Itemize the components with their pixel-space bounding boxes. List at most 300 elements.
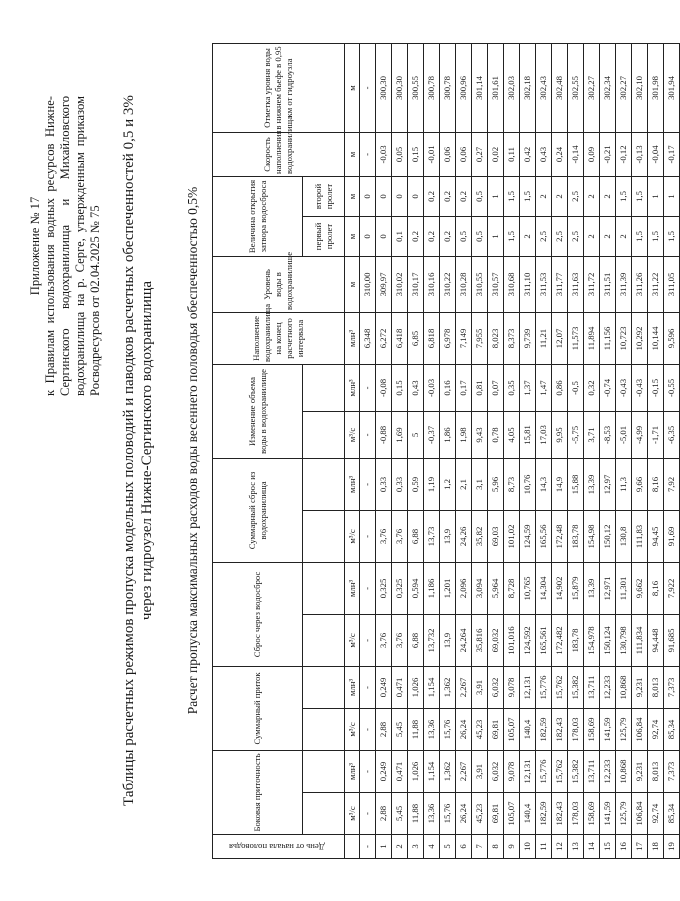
table-cell: 92,74 [648, 793, 664, 835]
table-cell: 141,59 [600, 708, 616, 750]
table-cell: 6,272 [376, 312, 392, 364]
table-cell: 6,88 [408, 614, 424, 666]
table-cell: - [360, 708, 376, 750]
table-cell: 6,978 [440, 312, 456, 364]
unit-cell: м [345, 216, 360, 256]
table-cell: - [360, 562, 376, 614]
table-cell: 150,124 [600, 614, 616, 666]
table-cell: 111,83 [632, 510, 648, 562]
table-cell: 1 [376, 835, 392, 859]
table-cell: 8,16 [648, 458, 664, 510]
table-cell: 3 [408, 835, 424, 859]
table-cell: 2,096 [456, 562, 472, 614]
table-cell: 301,94 [664, 43, 680, 132]
table-cell: 6,85 [408, 312, 424, 364]
table-cell: -1,71 [648, 411, 664, 458]
table-cell: 6 [456, 835, 472, 859]
table-cell: 301,61 [488, 43, 504, 132]
table-cell: -0,01 [424, 132, 440, 176]
table-cell: 1,186 [424, 562, 440, 614]
table-cell: 0,2 [440, 216, 456, 256]
table-cell: 7,149 [456, 312, 472, 364]
header-gate: Величина открытия затвора водосброса [213, 176, 303, 256]
table-cell: 3,91 [472, 666, 488, 708]
table-cell: 16 [616, 835, 632, 859]
unit-cell: млн³ [345, 666, 360, 708]
table-cell: 2 [600, 216, 616, 256]
table-cell: 0,17 [456, 364, 472, 411]
unit-cell: млн³ [345, 562, 360, 614]
table-cell: 311,26 [632, 256, 648, 312]
calculation-table [212, 43, 680, 859]
table-cell: 2,88 [376, 793, 392, 835]
table-cell: 310,55 [472, 256, 488, 312]
table-cell: 7 [472, 835, 488, 859]
table-cell: 140,4 [520, 708, 536, 750]
table-cell: 310,16 [424, 256, 440, 312]
units-row [345, 43, 360, 858]
unit-cell: м³/с [345, 708, 360, 750]
table-cell: 8,73 [504, 458, 520, 510]
table-cell: 1,5 [648, 216, 664, 256]
table-cell: 14,9 [552, 458, 568, 510]
table-cell: 0,43 [536, 132, 552, 176]
unit-cell: млн³ [345, 312, 360, 364]
table-cell: 172,482 [552, 614, 568, 666]
unit-cell: м [345, 43, 360, 132]
table-cell: 3,76 [392, 614, 408, 666]
table-cell: 45,23 [472, 793, 488, 835]
table-cell: 0 [360, 216, 376, 256]
table-cell: - [360, 793, 376, 835]
table-cell: 0,2 [408, 216, 424, 256]
table-cell: 302,10 [632, 43, 648, 132]
table-cell: 310,17 [408, 256, 424, 312]
table-cell: 2,5 [536, 216, 552, 256]
table-cell: 1,47 [536, 364, 552, 411]
table-cell: 13,711 [584, 750, 600, 792]
unit-cell: м³/с [345, 614, 360, 666]
table-cell: 310,57 [488, 256, 504, 312]
table-row [552, 43, 568, 858]
table-cell: 26,24 [456, 793, 472, 835]
table-cell: 0,06 [440, 132, 456, 176]
table-cell: -0,17 [664, 132, 680, 176]
table-cell: 9 [504, 835, 520, 859]
table-cell: 106,84 [632, 793, 648, 835]
table-cell: 15,76 [440, 708, 456, 750]
table-cell: 12,233 [600, 666, 616, 708]
table-cell: - [360, 43, 376, 132]
table-cell: 2 [536, 176, 552, 216]
table-cell: 130,798 [616, 614, 632, 666]
table-cell: 302,18 [520, 43, 536, 132]
table-cell: -0,88 [376, 411, 392, 458]
table-cell: 125,79 [616, 793, 632, 835]
table-cell: 3,094 [472, 562, 488, 614]
table-cell: 1,154 [424, 750, 440, 792]
header-lateral: Боковая приточность [213, 750, 303, 834]
table-cell: 11,894 [584, 312, 600, 364]
table-cell: 69,81 [488, 793, 504, 835]
table-cell: -0,55 [664, 364, 680, 411]
table-cell: 2 [552, 176, 568, 216]
table-cell: 8,728 [504, 562, 520, 614]
table-cell: 0,5 [472, 216, 488, 256]
table-cell: 0,35 [504, 364, 520, 411]
unit-cell: млн³ [345, 750, 360, 792]
table-cell: 91,69 [664, 510, 680, 562]
table-cell: -8,53 [600, 411, 616, 458]
table-cell: 310,28 [456, 256, 472, 312]
table-cell: 6,032 [488, 666, 504, 708]
table-cell: 8,013 [648, 750, 664, 792]
table-cell: - [360, 458, 376, 510]
table-cell: 12,233 [600, 750, 616, 792]
table-cell: 3,76 [376, 510, 392, 562]
table-cell: 1,5 [632, 216, 648, 256]
table-cell: 302,27 [616, 43, 632, 132]
table-cell: 69,032 [488, 614, 504, 666]
table-cell: 0,07 [488, 364, 504, 411]
table-cell: 0,27 [472, 132, 488, 176]
table-cell: - [360, 614, 376, 666]
table-cell: 12,07 [552, 312, 568, 364]
table-cell: 13,36 [424, 793, 440, 835]
header-speed: Скорость наполнения водохранилища [213, 132, 345, 176]
table-cell: 172,48 [552, 510, 568, 562]
table-cell: 310,68 [504, 256, 520, 312]
table-cell: 130,8 [616, 510, 632, 562]
table-cell: 14,902 [552, 562, 568, 614]
table-cell: 1,98 [456, 411, 472, 458]
table-cell: 310,00 [360, 256, 376, 312]
table-cell: 12,131 [520, 666, 536, 708]
table-cell: 2 [584, 216, 600, 256]
table-cell: 9,66 [632, 458, 648, 510]
table-row [648, 43, 664, 858]
table-cell: 0,1 [392, 216, 408, 256]
table-cell: 0,5 [472, 176, 488, 216]
table-cell: -0,37 [424, 411, 440, 458]
table-cell: -0,03 [376, 132, 392, 176]
table-cell: 178,03 [568, 793, 584, 835]
table-cell: 125,79 [616, 708, 632, 750]
table-cell: 0,471 [392, 750, 408, 792]
table-row [440, 43, 456, 858]
table-cell: 165,56 [536, 510, 552, 562]
table-cell: 0,249 [376, 750, 392, 792]
unit-cell: м³/с [345, 510, 360, 562]
table-cell: 3,71 [584, 411, 600, 458]
table-cell: 0,5 [456, 216, 472, 256]
table-cell: 10,765 [520, 562, 536, 614]
table-cell: 3,91 [472, 750, 488, 792]
table-cell: 0,43 [408, 364, 424, 411]
table-cell: 0,16 [440, 364, 456, 411]
table-cell: 9,596 [664, 312, 680, 364]
appendix-block [28, 96, 103, 396]
table-row [472, 43, 488, 858]
table-cell: 105,07 [504, 708, 520, 750]
table-cell: -0,03 [424, 364, 440, 411]
table-cell: - [360, 750, 376, 792]
table-cell: -0,08 [376, 364, 392, 411]
table-cell: 300,96 [456, 43, 472, 132]
table-cell: 9,078 [504, 750, 520, 792]
table-cell: 92,74 [648, 708, 664, 750]
table-cell: 3,76 [392, 510, 408, 562]
table-cell: 2 [520, 216, 536, 256]
unit-cell: м [345, 132, 360, 176]
table-cell: 1 [488, 176, 504, 216]
table-cell: 19 [664, 835, 680, 859]
unit-cell: м [345, 176, 360, 216]
table-cell: 178,03 [568, 708, 584, 750]
table-cell: 10 [520, 835, 536, 859]
table-cell: 2 [616, 216, 632, 256]
table-cell: 0,594 [408, 562, 424, 614]
table-row [600, 43, 616, 858]
table-cell: 302,03 [504, 43, 520, 132]
table-cell: 6,418 [392, 312, 408, 364]
header-total-release: Суммарный сброс из водохранилища [213, 458, 303, 562]
table-cell: 309,97 [376, 256, 392, 312]
table-cell: 1,86 [440, 411, 456, 458]
table-cell: 13,39 [584, 562, 600, 614]
table-cell: 311,39 [616, 256, 632, 312]
table-cell: 0,2 [440, 176, 456, 216]
table-cell: 0,2 [424, 216, 440, 256]
table-cell: -0,13 [632, 132, 648, 176]
table-cell: 6,032 [488, 750, 504, 792]
table-cell: 13,36 [424, 708, 440, 750]
table-cell: 111,834 [632, 614, 648, 666]
table-cell: 10,868 [616, 666, 632, 708]
table-cell: 11,156 [600, 312, 616, 364]
main-title-line-1: Таблицы расчетных режимов пропуска модельных половодий и паводков расчетных обеспеченностей 0,5 и 3% [121, 95, 137, 806]
table-cell: 7,955 [472, 312, 488, 364]
table-cell: 302,48 [552, 43, 568, 132]
table-cell: 183,78 [568, 510, 584, 562]
table-cell: 0,249 [376, 666, 392, 708]
table-cell: 0,86 [552, 364, 568, 411]
table-cell: 7,373 [664, 750, 680, 792]
table-row [584, 43, 600, 858]
table-cell: 15,879 [568, 562, 584, 614]
header-volume-change: Изменение объема воды в водохранилище [213, 364, 303, 458]
table-cell: 101,02 [504, 510, 520, 562]
table-cell: -0,12 [616, 132, 632, 176]
table-cell: 1,154 [424, 666, 440, 708]
header-total-inflow: Суммарный приток [213, 666, 303, 750]
table-cell: 300,78 [424, 43, 440, 132]
table-row [360, 43, 376, 858]
table-row [376, 43, 392, 858]
table-cell: 311,51 [600, 256, 616, 312]
table-cell: 140,4 [520, 793, 536, 835]
table-cell: 1,5 [664, 216, 680, 256]
table-cell: 1,5 [632, 176, 648, 216]
table-cell: 1,5 [504, 176, 520, 216]
table-cell: 165,561 [536, 614, 552, 666]
table-cell: 15,382 [568, 750, 584, 792]
table-cell: -0,21 [600, 132, 616, 176]
table-cell: 1,2 [440, 458, 456, 510]
table-row [632, 43, 648, 858]
table-cell: 11,21 [536, 312, 552, 364]
table-cell: -0,74 [600, 364, 616, 411]
table-cell: 15,76 [440, 793, 456, 835]
table-cell: 94,45 [648, 510, 664, 562]
appendix-title: Приложение № 17 [28, 196, 42, 296]
table-cell: 302,34 [600, 43, 616, 132]
table-cell: 13,732 [424, 614, 440, 666]
table-cell: 0,06 [456, 132, 472, 176]
table-cell: 1,362 [440, 666, 456, 708]
table-cell: 35,82 [472, 510, 488, 562]
unit-cell: млн³ [345, 458, 360, 510]
table-cell: 0,2 [424, 176, 440, 216]
table-cell: 1 [648, 176, 664, 216]
table-cell: 12 [552, 835, 568, 859]
table-row [568, 43, 584, 858]
header-row [213, 43, 303, 858]
table-cell: 0 [392, 176, 408, 216]
table-cell: 106,84 [632, 708, 648, 750]
table-cell: 9,231 [632, 750, 648, 792]
table-cell: -0,43 [616, 364, 632, 411]
table-cell: 124,59 [520, 510, 536, 562]
table-cell: 24,26 [456, 510, 472, 562]
table-cell: 0,325 [376, 562, 392, 614]
table-cell: 311,53 [536, 256, 552, 312]
table-cell: 3,76 [376, 614, 392, 666]
table-cell: 13,9 [440, 614, 456, 666]
table-cell: 0 [360, 176, 376, 216]
table-cell: -5,01 [616, 411, 632, 458]
table-cell: 8,023 [488, 312, 504, 364]
table-cell: 2,267 [456, 750, 472, 792]
table-cell: -0,14 [568, 132, 584, 176]
table-cell: 182,43 [552, 793, 568, 835]
table-cell: 14 [584, 835, 600, 859]
table-cell: 300,78 [440, 43, 456, 132]
table-cell: 311,77 [552, 256, 568, 312]
table-cell: 85,34 [664, 793, 680, 835]
table-cell: 13,39 [584, 458, 600, 510]
table-cell: 6,88 [408, 510, 424, 562]
table-cell: -5,75 [568, 411, 584, 458]
table-cell: 8 [488, 835, 504, 859]
table-cell: 154,98 [584, 510, 600, 562]
table-cell: 5,45 [392, 793, 408, 835]
table-cell: 9,739 [520, 312, 536, 364]
table-cell: 13,711 [584, 666, 600, 708]
table-cell: 10,292 [632, 312, 648, 364]
table-cell: 1,026 [408, 750, 424, 792]
table-cell: 0,02 [488, 132, 504, 176]
table-cell: 8,013 [648, 666, 664, 708]
table-cell: 5 [408, 411, 424, 458]
table-cell: 6,348 [360, 312, 376, 364]
table-cell: 4,05 [504, 411, 520, 458]
table-cell: 302,43 [536, 43, 552, 132]
table-cell: 5,45 [392, 708, 408, 750]
table-cell: 1,37 [520, 364, 536, 411]
table-cell: 7,92 [664, 458, 680, 510]
table-cell: 15,776 [536, 666, 552, 708]
table-cell: 18 [648, 835, 664, 859]
table-cell: 15 [600, 835, 616, 859]
table-cell: 158,69 [584, 793, 600, 835]
table-cell: 94,448 [648, 614, 664, 666]
table-cell: 7,373 [664, 666, 680, 708]
table-cell: 0,42 [520, 132, 536, 176]
table-cell: -0,5 [568, 364, 584, 411]
table-cell: 105,07 [504, 793, 520, 835]
table-cell: 9,43 [472, 411, 488, 458]
table-row [456, 43, 472, 858]
table-cell: 14,304 [536, 562, 552, 614]
table-cell: 17 [632, 835, 648, 859]
table-cell: 1,5 [616, 176, 632, 216]
table-row [424, 43, 440, 858]
table-cell: 10,76 [520, 458, 536, 510]
main-title [120, 0, 156, 901]
table-cell: 15,88 [568, 458, 584, 510]
table-cell: 12,971 [600, 562, 616, 614]
table-cell: -0,43 [632, 364, 648, 411]
header-day: День от начала половодья [213, 835, 345, 859]
table-cell: - [360, 364, 376, 411]
unit-cell: м [345, 256, 360, 312]
table-cell: 4 [424, 835, 440, 859]
table-cell: 10,723 [616, 312, 632, 364]
table-row [520, 43, 536, 858]
table-cell: 15,776 [536, 750, 552, 792]
table-cell: 9,95 [552, 411, 568, 458]
table-cell: 10,868 [616, 750, 632, 792]
table-cell: 0,24 [552, 132, 568, 176]
header-level: Уровень воды в водохранилище [213, 256, 345, 312]
table-cell: 13,9 [440, 510, 456, 562]
table-cell: -4,99 [632, 411, 648, 458]
table-cell: 85,34 [664, 708, 680, 750]
table-cell: 7,922 [664, 562, 680, 614]
table-cell: 15,81 [520, 411, 536, 458]
table-cell: 0,09 [584, 132, 600, 176]
table-cell: 311,22 [648, 256, 664, 312]
table-cell: 1,201 [440, 562, 456, 614]
table-row [536, 43, 552, 858]
table-cell: 0 [376, 216, 392, 256]
table-cell: 2 [584, 176, 600, 216]
table-cell: -6,35 [664, 411, 680, 458]
unit-cell [345, 835, 360, 859]
table-cell: 2 [600, 176, 616, 216]
table-cell: 182,43 [552, 708, 568, 750]
table-cell: 0,78 [488, 411, 504, 458]
table-cell: 0,05 [392, 132, 408, 176]
table-cell: 300,30 [392, 43, 408, 132]
table-cell: 1,362 [440, 750, 456, 792]
table-cell: 0,15 [408, 132, 424, 176]
table-cell: 1 [488, 216, 504, 256]
table-cell: - [360, 835, 376, 859]
table-cell: 1 [664, 176, 680, 216]
table-cell: 2,5 [568, 176, 584, 216]
